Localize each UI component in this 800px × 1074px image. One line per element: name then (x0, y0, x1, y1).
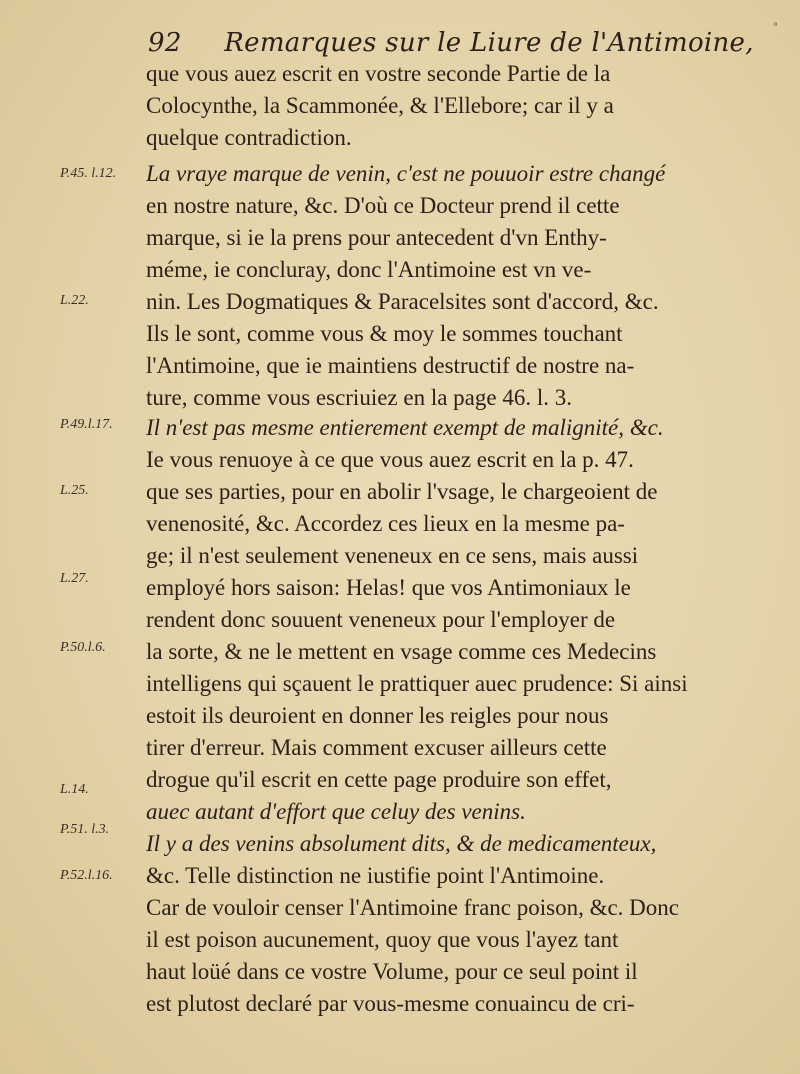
text-line: l'Antimoine, que ie maintiens destructif de nostre na- (146, 353, 635, 378)
text-line: estoit ils deuroient en donner les reigles pour nous (146, 703, 609, 728)
margin-note: L.14. (60, 782, 89, 797)
margin-note: P.49.l.17. (60, 417, 113, 432)
text-line: venenosité, &c. Accordez ces lieux en la mesme pa- (146, 511, 625, 536)
text-line: La vraye marque de venin, c'est ne pouuoir estre changé (146, 161, 666, 186)
margin-note: P.45. l.12. (60, 166, 117, 181)
text-line: tirer d'erreur. Mais comment excuser ailleurs cette (146, 735, 607, 760)
page-number: 92 (148, 28, 182, 58)
text-line: que vous auez escrit en vostre seconde Partie de la (146, 61, 611, 86)
text-line: rendent donc souuent veneneux pour l'employer de (146, 607, 616, 632)
corner-mark: ° (773, 22, 778, 33)
text-line: Ils le sont, comme vous & moy le sommes touchant (146, 321, 623, 346)
text-line: quelque contradiction. (146, 125, 352, 150)
text-line: Il n'est pas mesme entierement exempt de malignité, &c. (146, 415, 664, 440)
text-line: Il y a des venins absolument dits, & de medicamenteux, (146, 831, 657, 856)
margin-note: P.52.l.16. (60, 868, 113, 883)
text-line: que ses parties, pour en abolir l'vsage, le chargeoient de (146, 479, 658, 504)
margin-note: L.27. (60, 571, 89, 586)
margin-note: P.50.l.6. (60, 640, 106, 655)
text-line: &c. Telle distinction ne iustifie point l'Antimoine. (146, 863, 605, 888)
text-line: nin. Les Dogmatiques & Paracelsites sont d'accord, &c. (146, 289, 659, 314)
text-line: il est poison aucunement, quoy que vous l'ayez tant (146, 927, 619, 952)
text-line: drogue qu'il escrit en cette page produire son effet, (146, 767, 612, 792)
text-line: haut loüé dans ce vostre Volume, pour ce seul point il (146, 959, 638, 984)
text-line: est plutost declaré par vous-mesme conuaincu de cri- (146, 991, 635, 1016)
text-line: Colocynthe, la Scammonée, & l'Ellebore; car il y a (146, 93, 614, 118)
text-line: ge; il n'est seulement veneneux en ce sens, mais aussi (146, 543, 639, 568)
margin-note: L.25. (60, 483, 89, 498)
text-line: la sorte, & ne le mettent en vsage comme ces Medecins (146, 639, 657, 664)
margin-note: L.22. (60, 293, 89, 308)
text-line: auec autant d'effort que celuy des venins. (146, 799, 526, 824)
text-line: ture, comme vous escriuiez en la page 46. l. 3. (146, 385, 572, 410)
page-header (148, 28, 754, 58)
text-line: Car de vouloir censer l'Antimoine franc poison, &c. Donc (146, 895, 679, 920)
running-title: Remarques sur le Liure de l'Antimoine, (224, 28, 754, 58)
margin-note: P.51. l.3. (60, 822, 110, 837)
text-line: méme, ie concluray, donc l'Antimoine est vn ve- (146, 257, 592, 282)
text-line: employé hors saison: Helas! que vos Antimoniaux le (146, 575, 631, 600)
text-line: Ie vous renuoye à ce que vous auez escrit en la p. 47. (146, 447, 634, 472)
text-line: intelligens qui sçauent le prattiquer auec prudence: Si ainsi (146, 671, 688, 696)
text-line: marque, si ie la prens pour antecedent d'vn Enthy- (146, 225, 607, 250)
text-line: en nostre nature, &c. D'où ce Docteur prend il cette (146, 193, 620, 218)
